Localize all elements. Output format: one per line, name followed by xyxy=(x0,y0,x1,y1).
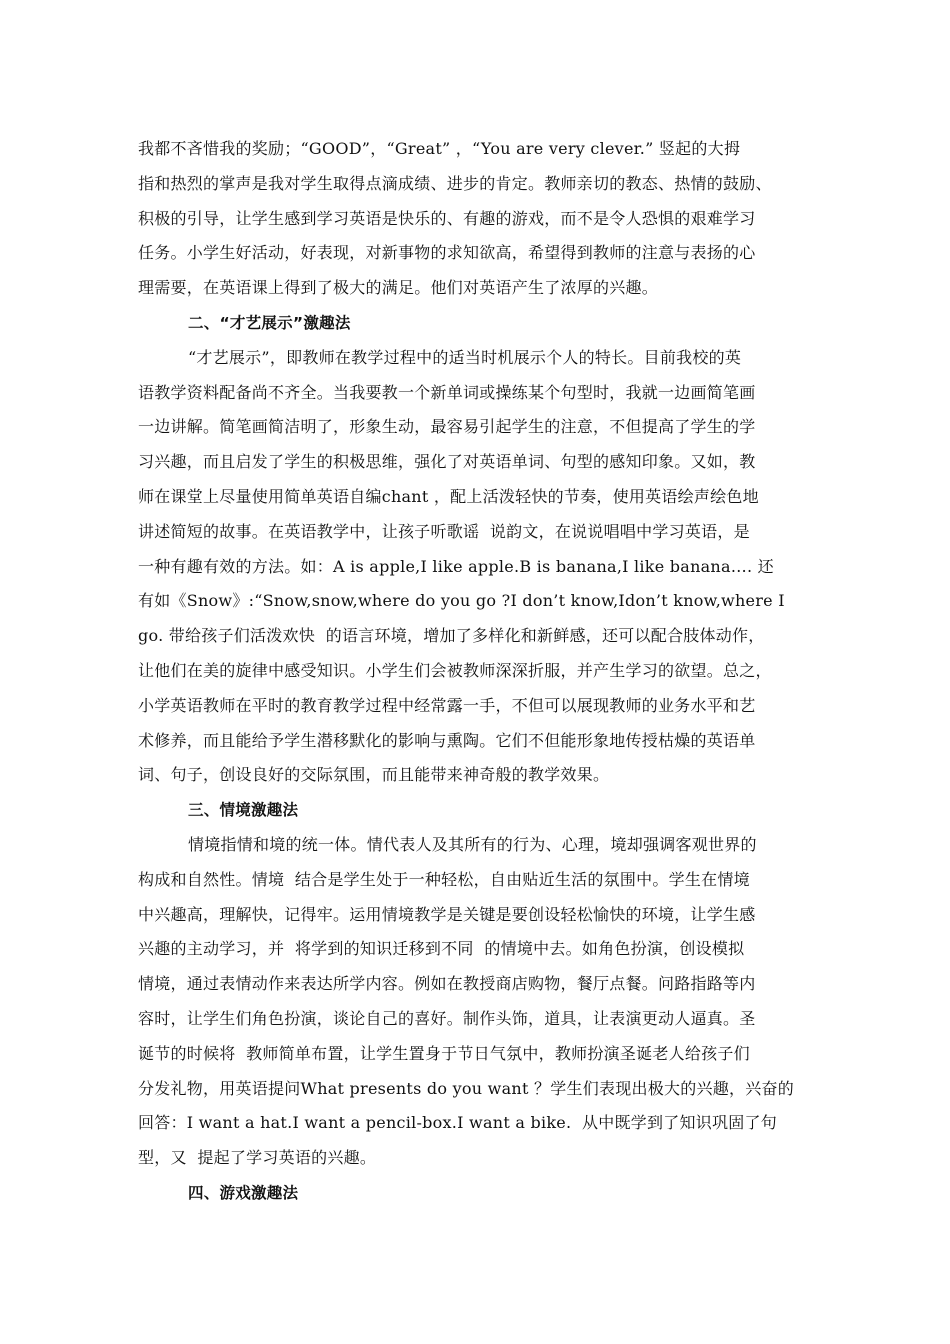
paragraph-line: 兴趣的主动学习，并 将学到的知识迁移到不同 的情境中去。如角色扮演，创设模拟 xyxy=(138,939,745,959)
paragraph-line: go. 带给孩子们活泼欢快 的语言环境，增加了多样化和新鲜感，还可以配合肢体动作， xyxy=(138,626,765,646)
paragraph-line: 一边讲解。简笔画简洁明了，形象生动，最容易引起学生的注意，不但提高了学生的学 xyxy=(138,417,756,437)
paragraph-line: 诞节的时候将 教师简单布置，让学生置身于节日气氛中，教师扮演圣诞老人给孩子们 xyxy=(138,1043,750,1063)
paragraph-line: 术修养，而且能给予学生潜移默化的影响与熏陶。它们不但能形象地传授枯燥的英语单 xyxy=(138,730,756,750)
paragraph-line: 中兴趣高，理解快，记得牢。运用情境教学是关键是要创设轻松愉快的环境，让学生感 xyxy=(138,904,756,924)
paragraph-line: 积极的引导，让学生感到学习英语是快乐的、有趣的游戏，而不是令人恐惧的艰难学习 xyxy=(138,208,756,228)
paragraph-line: 让他们在美的旋律中感受知识。小学生们会被教师深深折服，并产生学习的欲望。总之， xyxy=(138,660,772,680)
paragraph-line: 回答：I want a hat.I want a pencil-box.I want a bike. 从中既学到了知识巩固了句 xyxy=(138,1113,778,1133)
paragraph-line: 构成和自然性。情境 结合是学生处于一种轻松，自由贴近生活的氛围中。学生在情境 xyxy=(138,869,750,889)
section-heading: 三、情境激趣法 xyxy=(188,801,299,820)
paragraph-line: 一种有趣有效的方法。如：A is apple,I like apple.B is banana,I like banana…. 还 xyxy=(138,556,774,576)
paragraph-line: 指和热烈的掌声是我对学生取得点滴成绩、进步的肯定。教师亲切的教态、热情的鼓励、 xyxy=(138,173,772,193)
paragraph-line: 词、句子，创设良好的交际氛围，而且能带来神奇般的教学效果。 xyxy=(138,765,610,785)
paragraph-line: 习兴趣，而且启发了学生的积极思维，强化了对英语单词、句型的感知印象。又如，教 xyxy=(138,452,756,472)
paragraph-line: 讲述简短的故事。在英语教学中，让孩子听歌谣 说韵文，在说说唱唱中学习英语，是 xyxy=(138,521,750,541)
paragraph-line: 分发礼物，用英语提问What presents do you want ？学生们表现出极大的兴趣，兴奋的 xyxy=(138,1078,794,1098)
section-heading: 四、游戏激趣法 xyxy=(188,1183,299,1202)
paragraph-line: 型，又 提起了学习英语的兴趣。 xyxy=(138,1148,377,1168)
paragraph-line: 有如《Snow》:“Snow,snow,where do you go ?I don’t know,Idon’t know,where I xyxy=(138,591,785,611)
section-heading: 二、“才艺展示”激趣法 xyxy=(188,313,351,332)
paragraph-line: 我都不吝惜我的奖励；“GOOD”，“Great” ，“You are very clever.” 竖起的大拇 xyxy=(138,139,741,158)
document-body xyxy=(138,132,818,1211)
paragraph-line: 容时，让学生们角色扮演，谈论自己的喜好。制作头饰，道具，让表演更动人逼真。圣 xyxy=(138,1008,756,1028)
paragraph-line: “才艺展示”，即教师在教学过程中的适当时机展示个人的特长。目前我校的英 xyxy=(188,347,742,367)
paragraph-line: 情境指情和境的统一体。情代表人及其所有的行为、心理，境却强调客观世界的 xyxy=(188,834,757,854)
paragraph-line: 师在课堂上尽量使用简单英语自编chant ，配上活泼轻快的节奏，使用英语绘声绘色地 xyxy=(138,486,759,506)
paragraph-line: 语教学资料配备尚不齐全。当我要教一个新单词或操练某个句型时，我就一边画简笔画 xyxy=(138,382,756,402)
paragraph-line: 小学英语教师在平时的教育教学过程中经常露一手，不但可以展现教师的业务水平和艺 xyxy=(138,695,756,715)
paragraph-line: 理需要，在英语课上得到了极大的满足。他们对英语产生了浓厚的兴趣。 xyxy=(138,278,659,298)
paragraph-line: 情境，通过表情动作来表达所学内容。例如在教授商店购物，餐厅点餐。问路指路等内 xyxy=(138,974,756,994)
paragraph-line: 任务。小学生好活动，好表现，对新事物的求知欲高，希望得到教师的注意与表扬的心 xyxy=(138,243,756,263)
